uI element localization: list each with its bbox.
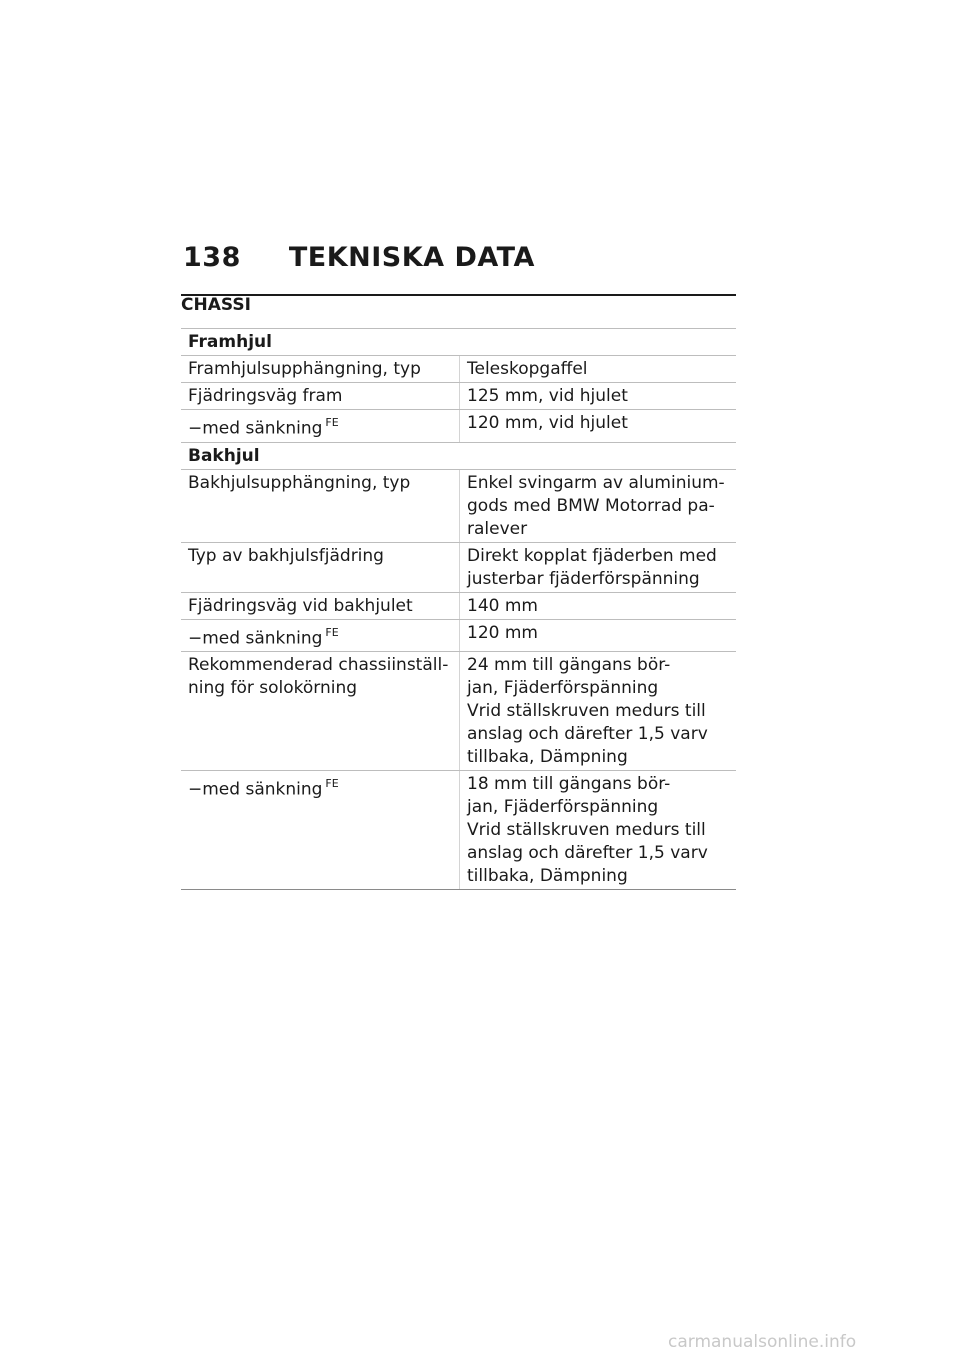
footnote-marker: FE (325, 416, 339, 429)
spec-value: 125 mm, vid hjulet (460, 383, 737, 410)
spec-value: 140 mm (460, 592, 737, 619)
spec-label (181, 619, 460, 652)
spec-value: Teleskopgaffel (460, 356, 737, 383)
spec-label (181, 410, 460, 443)
spec-label-text: −med sänkning (188, 628, 323, 649)
table-row (181, 592, 736, 619)
spec-value: Direkt kopplat fjäderben med justerbar fjäderförspänning (460, 542, 737, 592)
table-row (181, 356, 736, 383)
table-row (181, 771, 736, 890)
section-divider (181, 294, 736, 296)
table-group-row (181, 442, 736, 469)
page-header (183, 242, 535, 273)
footnote-marker: FE (325, 777, 339, 791)
footnote-marker: FE (325, 625, 339, 639)
table-row (181, 542, 736, 592)
table-row (181, 383, 736, 410)
spec-value: Enkel svingarm av aluminium- gods med BMW Motorrad pa- ralever (460, 469, 737, 542)
table-group-row (181, 329, 736, 356)
group-heading-front: Framhjul (181, 329, 736, 356)
spec-label: Fjädringsväg fram (181, 383, 460, 410)
spec-value: 120 mm, vid hjulet (460, 410, 737, 443)
spec-table (181, 328, 736, 890)
table-row (181, 619, 736, 652)
page-number: 138 (183, 242, 241, 273)
table-row (181, 469, 736, 542)
table-row (181, 652, 736, 771)
spec-label: Rekommenderad chassiinställ- ning för solokörning (181, 652, 460, 771)
spec-label: Fjädringsväg vid bakhjulet (181, 592, 460, 619)
section-title: CHASSI (181, 295, 251, 315)
spec-label-text: −med sänkning (188, 779, 323, 800)
page-title: TEKNISKA DATA (288, 242, 535, 273)
spec-label (181, 771, 460, 890)
spec-value: 120 mm (460, 619, 737, 652)
spec-label: Framhjulsupphängning, typ (181, 356, 460, 383)
spec-value: 24 mm till gängans bör- jan, Fjäderförspänning Vrid ställskruven medurs till anslag och därefter 1,5 varv tillbaka, Dämpning (460, 652, 737, 771)
watermark: carmanualsonline.info (668, 1332, 857, 1352)
spec-label-text: −med sänkning (188, 418, 323, 439)
spec-label: Bakhjulsupphängning, typ (181, 469, 460, 542)
table-row (181, 410, 736, 443)
group-heading-rear: Bakhjul (181, 442, 736, 469)
spec-value: 18 mm till gängans bör- jan, Fjäderförspänning Vrid ställskruven medurs till anslag och därefter 1,5 varv tillbaka, Dämpning (460, 771, 737, 890)
spec-label: Typ av bakhjulsfjädring (181, 542, 460, 592)
